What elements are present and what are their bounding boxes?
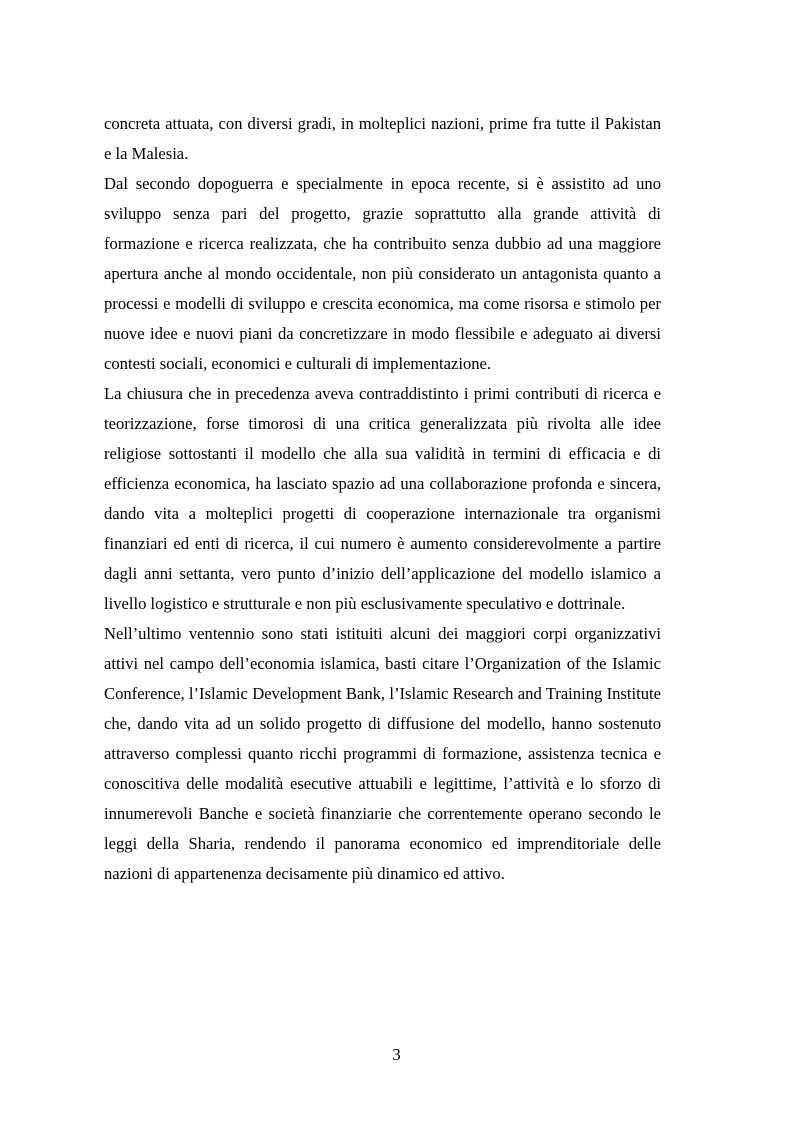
paragraph-3: La chiusura che in precedenza aveva contraddistinto i primi contributi di ricerca e teorizzazione, forse timorosi di una critica generalizzata più rivolta alle idee religiose sottostanti il modello che alla sua validità in termini di efficacia e di efficienza economica, ha lasciato spazio ad una collaborazione profonda e sincera, dando vita a molteplici progetti di cooperazione internazionale tra organismi finanziari ed enti di ricerca, il cui numero è aumento considerevolmente a partire dagli anni settanta, vero punto d’inizio dell’applicazione del modello islamico a livello logistico e strutturale e non più esclusivamente speculativo e dottrinale. [104, 384, 661, 613]
page-number: 3 [392, 1045, 401, 1064]
document-body [104, 109, 661, 889]
paragraph-1: concreta attuata, con diversi gradi, in molteplici nazioni, prime fra tutte il Pakistan e la Malesia. [104, 114, 661, 163]
paragraph-2: Dal secondo dopoguerra e specialmente in epoca recente, si è assistito ad uno sviluppo senza pari del progetto, grazie soprattutto alla grande attività di formazione e ricerca realizzata, che ha contribuito senza dubbio ad una maggiore apertura anche al mondo occidentale, non più considerato un antagonista quanto a processi e modelli di sviluppo e crescita economica, ma come risorsa e stimolo per nuove idee e nuovi piani da concretizzare in modo flessibile e adeguato ai diversi contesti sociali, economici e culturali di implementazione. [104, 174, 661, 373]
paragraph-4: Nell’ultimo ventennio sono stati istituiti alcuni dei maggiori corpi organizzativi attivi nel campo dell’economia islamica, basti citare l’Organization of the Islamic Conference, l’Islamic Development Bank, l’Islamic Research and Training Institute che, dando vita ad un solido progetto di diffusione del modello, hanno sostenuto attraverso complessi quanto ricchi programmi di formazione, assistenza tecnica e conoscitiva delle modalità esecutive attuabili e legittime, l’attività e lo sforzo di innumerevoli Banche e società finanziarie che correntemente operano secondo le leggi della Sharia, rendendo il panorama economico ed imprenditoriale delle nazioni di appartenenza decisamente più dinamico ed attivo. [104, 624, 661, 883]
